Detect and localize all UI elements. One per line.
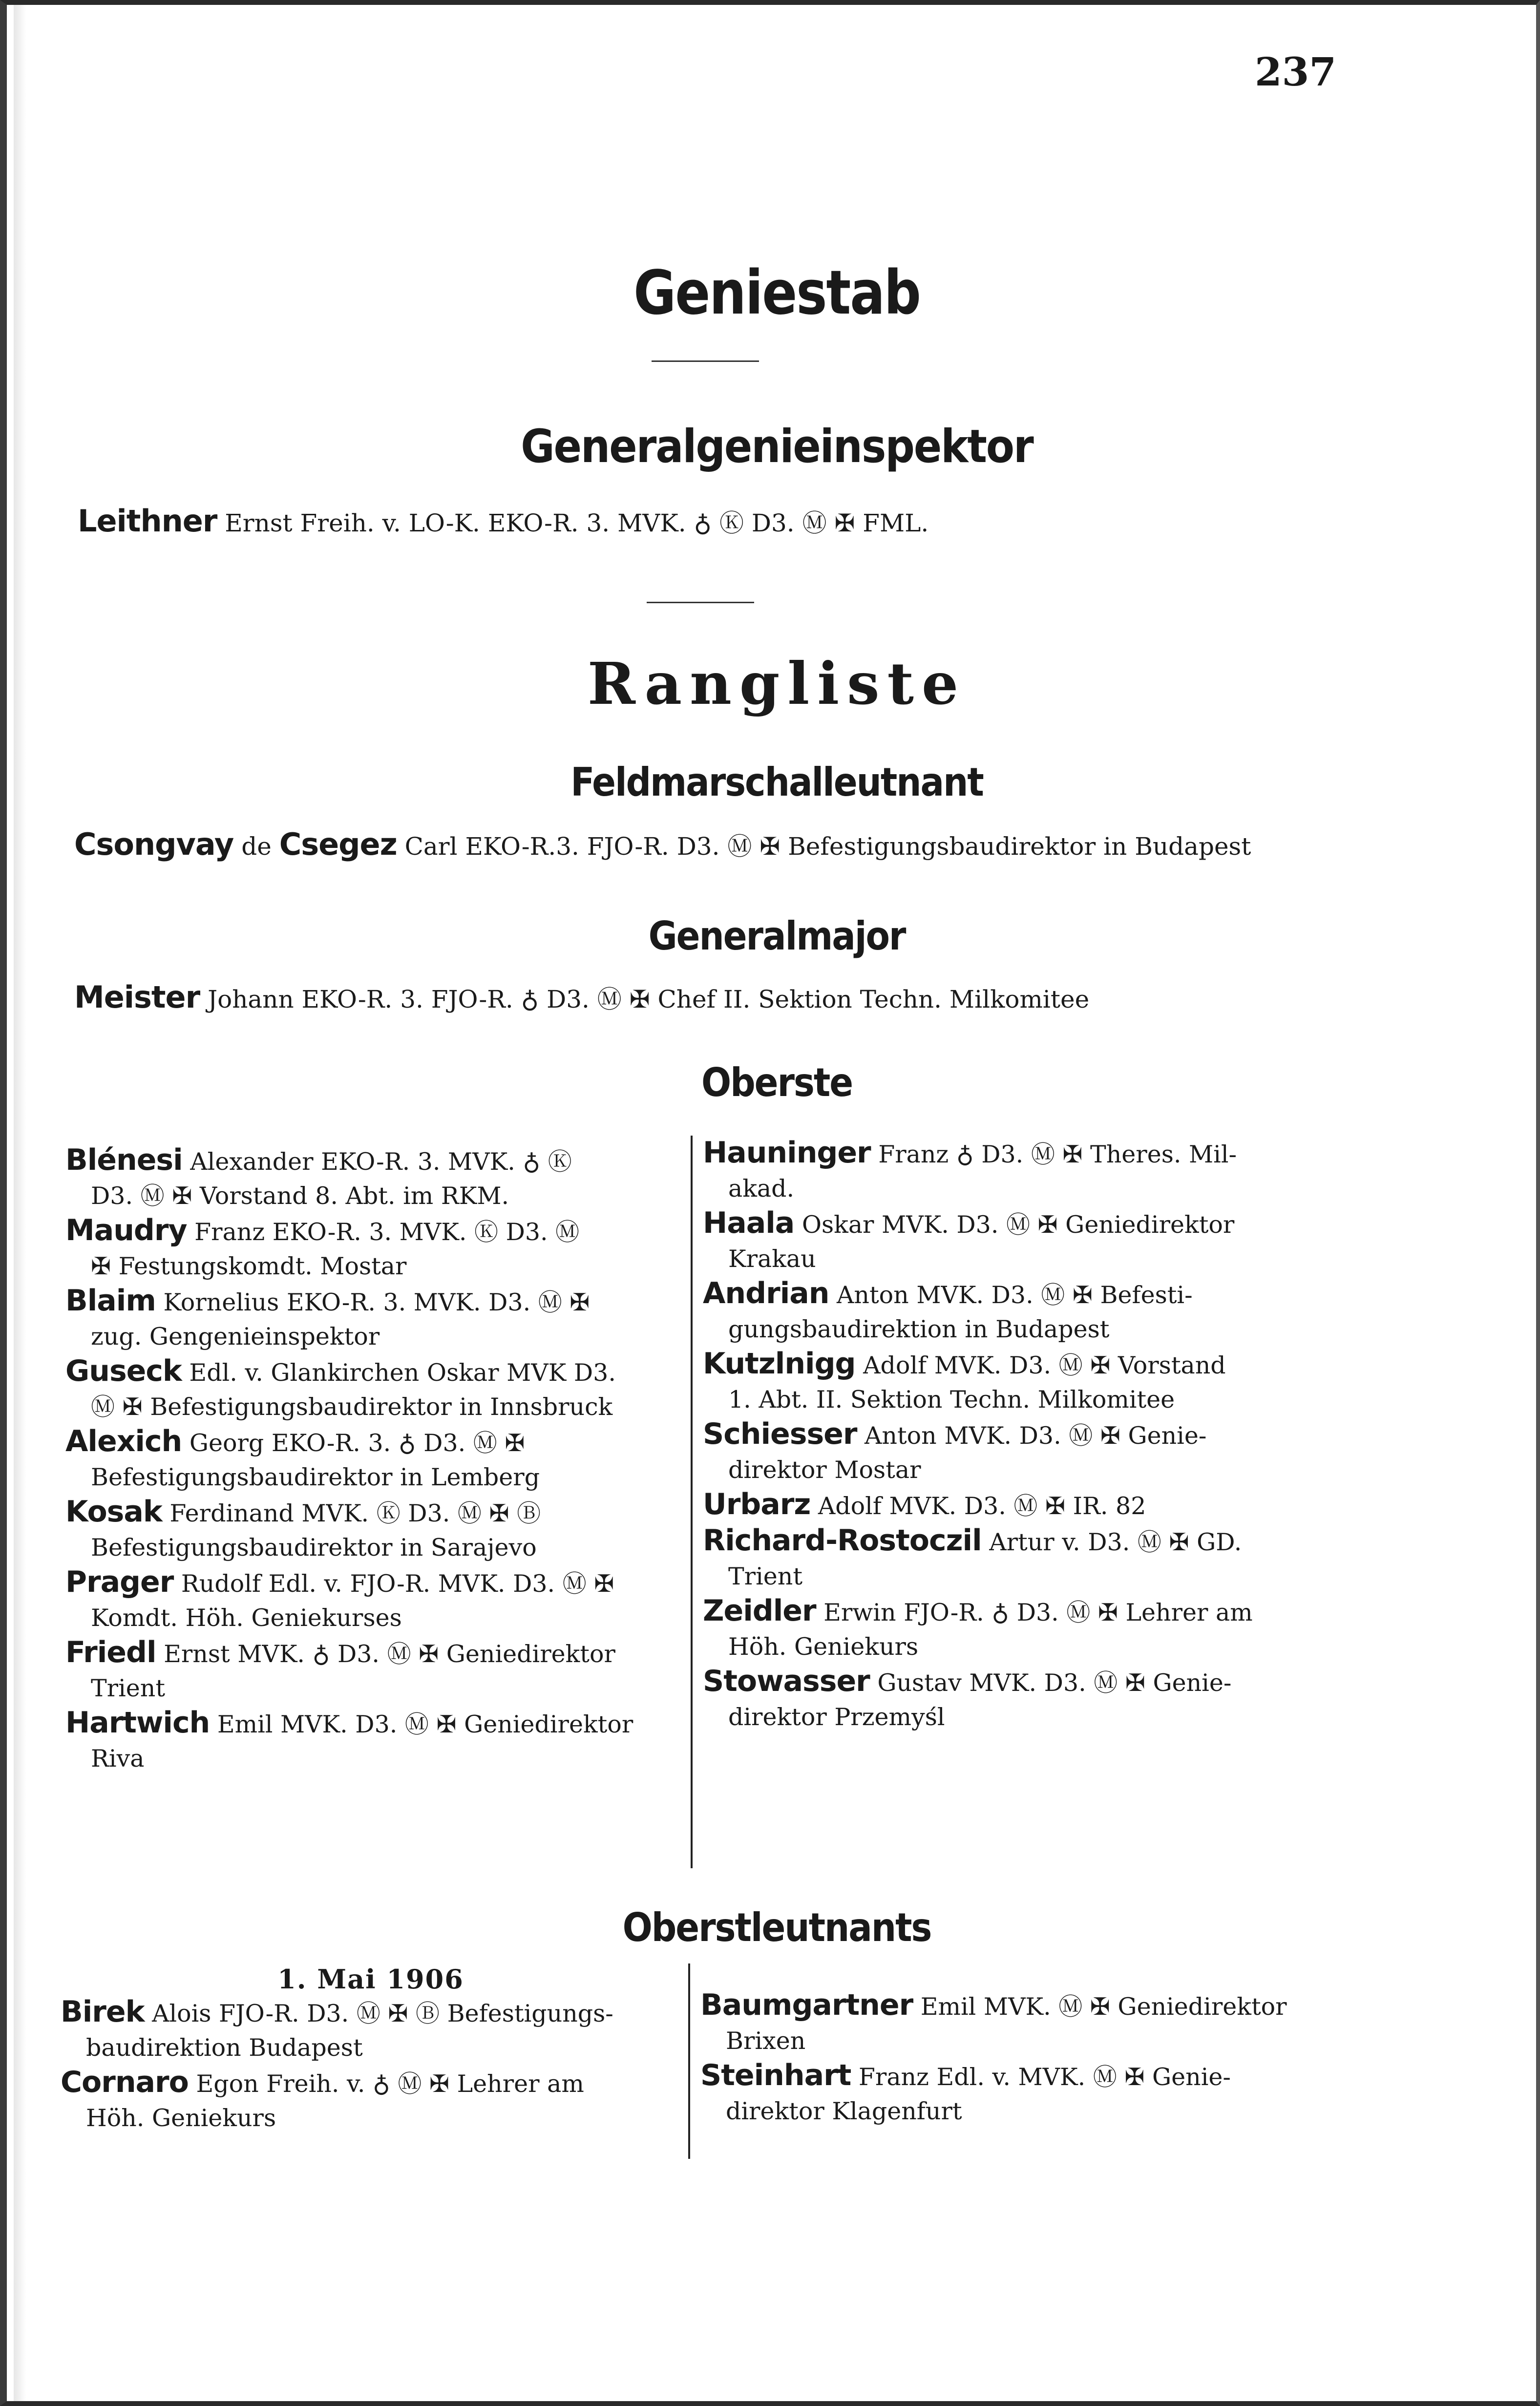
entry-continuation: Riva bbox=[91, 1745, 145, 1773]
entry-name: Kosak bbox=[65, 1495, 162, 1529]
entry-name: Cornaro bbox=[61, 2065, 189, 2099]
list-item bbox=[703, 1206, 1328, 1276]
entry-name: Guseck bbox=[65, 1354, 182, 1388]
entry-first-line bbox=[700, 1988, 1326, 2024]
list-item bbox=[703, 1276, 1328, 1347]
entry-name: Alexich bbox=[65, 1424, 182, 1458]
entry-text: Emil MVK. Ⓜ ✠ Geniedirektor bbox=[920, 1993, 1287, 2021]
list-item bbox=[700, 1988, 1326, 2058]
entry-first-line bbox=[65, 1354, 686, 1390]
entry-text: Johann EKO-R. 3. FJO-R. ♁ D3. Ⓜ ✠ Chef II. Sektion Techn. Milkomitee bbox=[208, 985, 1090, 1013]
entry-text: Kornelius EKO-R. 3. MVK. D3. Ⓜ ✠ bbox=[163, 1288, 590, 1316]
entry-name: Hauninger bbox=[703, 1136, 871, 1170]
entry-continuation: Komdt. Höh. Geniekurses bbox=[91, 1604, 402, 1632]
entry-continuation: baudirektion Budapest bbox=[86, 2034, 363, 2062]
entry-first-line bbox=[65, 1706, 686, 1742]
column-divider bbox=[688, 1963, 690, 2159]
obl-left-column bbox=[61, 1963, 681, 2135]
entry-name: Kutzlnigg bbox=[703, 1347, 856, 1381]
entry-first-line bbox=[703, 1594, 1328, 1630]
list-item bbox=[65, 1143, 686, 1213]
oberste-right-column bbox=[703, 1136, 1328, 1734]
column-divider bbox=[691, 1136, 693, 1868]
entry-first-line bbox=[65, 1213, 686, 1249]
list-item bbox=[703, 1347, 1328, 1417]
entry-name: Hartwich bbox=[65, 1706, 210, 1740]
entry-text: Georg EKO-R. 3. ♁ D3. Ⓜ ✠ bbox=[189, 1429, 525, 1457]
list-item bbox=[703, 1487, 1328, 1523]
entry-first-line bbox=[65, 1495, 686, 1531]
entry-particle: de bbox=[241, 832, 272, 861]
list-item bbox=[703, 1136, 1328, 1206]
list-item bbox=[703, 1417, 1328, 1487]
entry-text: Anton MVK. D3. Ⓜ ✠ Genie- bbox=[865, 1422, 1207, 1450]
entry-first-line bbox=[700, 2058, 1326, 2094]
inspector-heading: Generalgenieinspektor bbox=[521, 420, 1033, 473]
entry-text: Edl. v. Glankirchen Oskar MVK D3. bbox=[189, 1359, 616, 1387]
entry-name: Blénesi bbox=[65, 1143, 183, 1177]
entry-text: Ernst MVK. ♁ D3. Ⓜ ✠ Geniedirektor bbox=[164, 1640, 615, 1668]
entry-name: Richard-Rostoczil bbox=[703, 1523, 982, 1558]
entry-text: Adolf MVK. D3. Ⓜ ✠ Vorstand bbox=[863, 1351, 1226, 1379]
entry-name: Stowasser bbox=[703, 1664, 870, 1698]
entry-name: Steinhart bbox=[700, 2058, 851, 2092]
entry-first-line bbox=[703, 1523, 1328, 1560]
entry-first-line bbox=[703, 1417, 1328, 1453]
entry-continuation: Trient bbox=[728, 1562, 803, 1590]
date-heading: 1. Mai 1906 bbox=[277, 1963, 464, 1995]
entry-name: Prager bbox=[65, 1565, 174, 1599]
entry-first-line bbox=[65, 1424, 686, 1460]
list-item bbox=[65, 1354, 686, 1424]
entry-continuation: Krakau bbox=[728, 1245, 816, 1273]
entry-first-line bbox=[703, 1347, 1328, 1383]
entry-name: Csongvay bbox=[74, 826, 234, 862]
entry-continuation: direktor Klagenfurt bbox=[726, 2097, 962, 2125]
entry-text: Anton MVK. D3. Ⓜ ✠ Befesti- bbox=[837, 1281, 1193, 1309]
entry-text: Oskar MVK. D3. Ⓜ ✠ Geniedirektor bbox=[802, 1211, 1235, 1239]
entry-name: Schiesser bbox=[703, 1417, 857, 1451]
entry-continuation: Befestigungsbaudirektor in Lemberg bbox=[91, 1463, 540, 1491]
entry-continuation: akad. bbox=[728, 1175, 795, 1203]
entry-continuation: Ⓜ ✠ Befestigungsbaudirektor in Innsbruck bbox=[91, 1393, 613, 1421]
entry-text: Franz ♁ D3. Ⓜ ✠ Theres. Mil- bbox=[878, 1140, 1237, 1168]
entry-text: Artur v. D3. Ⓜ ✠ GD. bbox=[989, 1528, 1242, 1556]
entry-continuation: zug. Gengenieinspektor bbox=[91, 1323, 380, 1351]
entry-text: Franz EKO-R. 3. MVK. Ⓚ D3. Ⓜ bbox=[194, 1218, 580, 1246]
fml-entry bbox=[74, 826, 1251, 862]
fml-heading: Feldmarschalleutnant bbox=[570, 760, 983, 805]
list-item bbox=[65, 1635, 686, 1706]
list-item bbox=[61, 1995, 681, 2065]
entry-name: Friedl bbox=[65, 1635, 156, 1669]
list-item bbox=[703, 1664, 1328, 1734]
entry-continuation: direktor Mostar bbox=[728, 1456, 921, 1484]
page-spine-shadow bbox=[14, 5, 26, 2401]
entry-text: Carl EKO-R.3. FJO-R. D3. Ⓜ ✠ Befestigungsbaudirektor in Budapest bbox=[404, 832, 1251, 861]
entry-first-line bbox=[703, 1136, 1328, 1172]
entry-text: Gustav MVK. D3. Ⓜ ✠ Genie- bbox=[877, 1669, 1232, 1697]
entry-name: Baumgartner bbox=[700, 1988, 913, 2022]
page-number: 237 bbox=[1255, 49, 1336, 95]
entry-text: Emil MVK. D3. Ⓜ ✠ Geniedirektor bbox=[217, 1710, 633, 1738]
entry-continuation: Befestigungsbaudirektor in Sarajevo bbox=[91, 1534, 537, 1562]
list-item bbox=[61, 2065, 681, 2135]
list-item bbox=[65, 1565, 686, 1635]
entry-continuation: Höh. Geniekurs bbox=[86, 2104, 276, 2132]
entry-text: Alois FJO-R. D3. Ⓜ ✠ Ⓑ Befestigungs- bbox=[152, 2000, 613, 2027]
list-item bbox=[703, 1523, 1328, 1594]
list-item bbox=[65, 1213, 686, 1284]
entry-continuation: ✠ Festungskomdt. Mostar bbox=[91, 1252, 407, 1280]
entry-continuation: Trient bbox=[91, 1674, 166, 1702]
obl-left-entries bbox=[61, 1995, 681, 2135]
entry-name: Blaim bbox=[65, 1284, 156, 1318]
oberste-left-column bbox=[65, 1143, 686, 1776]
list-item bbox=[65, 1284, 686, 1354]
list-item bbox=[65, 1706, 686, 1776]
entry-text: Egon Freih. v. ♁ Ⓜ ✠ Lehrer am bbox=[196, 2070, 584, 2098]
entry-continuation: Höh. Geniekurs bbox=[728, 1633, 919, 1661]
entry-text: Rudolf Edl. v. FJO-R. MVK. D3. Ⓜ ✠ bbox=[181, 1570, 614, 1598]
list-item bbox=[65, 1424, 686, 1495]
list-item bbox=[703, 1594, 1328, 1664]
entry-name: Urbarz bbox=[703, 1487, 811, 1521]
list-item bbox=[700, 2058, 1326, 2129]
entry-continuation: Brixen bbox=[726, 2027, 806, 2055]
entry-continuation: gungsbaudirektion in Budapest bbox=[728, 1315, 1110, 1343]
entry-continuation: D3. Ⓜ ✠ Vorstand 8. Abt. im RKM. bbox=[91, 1182, 509, 1210]
entry-first-line bbox=[65, 1284, 686, 1320]
gm-entry bbox=[74, 979, 1089, 1015]
entry-text: Ernst Freih. v. LO-K. EKO-R. 3. MVK. ♁ Ⓚ D3. Ⓜ ✠ FML. bbox=[225, 509, 929, 537]
entry-text: Franz Edl. v. MVK. Ⓜ ✠ Genie- bbox=[858, 2063, 1231, 2091]
entry-first-line bbox=[61, 1995, 681, 2031]
entry-first-line bbox=[65, 1565, 686, 1601]
entry-text: Erwin FJO-R. ♁ D3. Ⓜ ✠ Lehrer am bbox=[823, 1599, 1253, 1626]
entry-first-line bbox=[65, 1635, 686, 1671]
divider bbox=[652, 360, 759, 362]
entry-first-line bbox=[61, 2065, 681, 2101]
obl-right-column bbox=[700, 1988, 1326, 2129]
divider bbox=[647, 602, 754, 603]
entry-text: Adolf MVK. D3. Ⓜ ✠ IR. 82 bbox=[818, 1492, 1146, 1520]
entry-name: Birek bbox=[61, 1995, 145, 2029]
oberstleutnants-heading: Oberstleutnants bbox=[622, 1905, 931, 1950]
entry-name: Meister bbox=[74, 979, 200, 1015]
entry-text: Ferdinand MVK. Ⓚ D3. Ⓜ ✠ Ⓑ bbox=[169, 1499, 541, 1527]
entry-continuation: 1. Abt. II. Sektion Techn. Milkomitee bbox=[728, 1386, 1175, 1414]
inspector-entry bbox=[78, 503, 928, 539]
entry-first-line bbox=[703, 1487, 1328, 1523]
rangliste-heading: Rangliste bbox=[587, 650, 967, 718]
entry-first-line bbox=[703, 1664, 1328, 1700]
entry-first-line bbox=[703, 1276, 1328, 1312]
entry-name: Haala bbox=[703, 1206, 795, 1240]
list-item bbox=[65, 1495, 686, 1565]
page-title: Geniestab bbox=[633, 257, 920, 328]
entry-name: Maudry bbox=[65, 1213, 187, 1247]
entry-text: Alexander EKO-R. 3. MVK. ♁ Ⓚ bbox=[190, 1148, 572, 1176]
entry-name: Andrian bbox=[703, 1276, 829, 1310]
gm-heading: Generalmajor bbox=[648, 913, 906, 959]
entry-name: Leithner bbox=[78, 503, 217, 539]
entry-first-line bbox=[65, 1143, 686, 1179]
entry-name: Zeidler bbox=[703, 1594, 816, 1628]
entry-first-line bbox=[703, 1206, 1328, 1242]
entry-continuation: direktor Przemyśl bbox=[728, 1703, 945, 1731]
oberste-heading: Oberste bbox=[701, 1060, 853, 1105]
entry-name-2: Csegez bbox=[279, 826, 397, 862]
